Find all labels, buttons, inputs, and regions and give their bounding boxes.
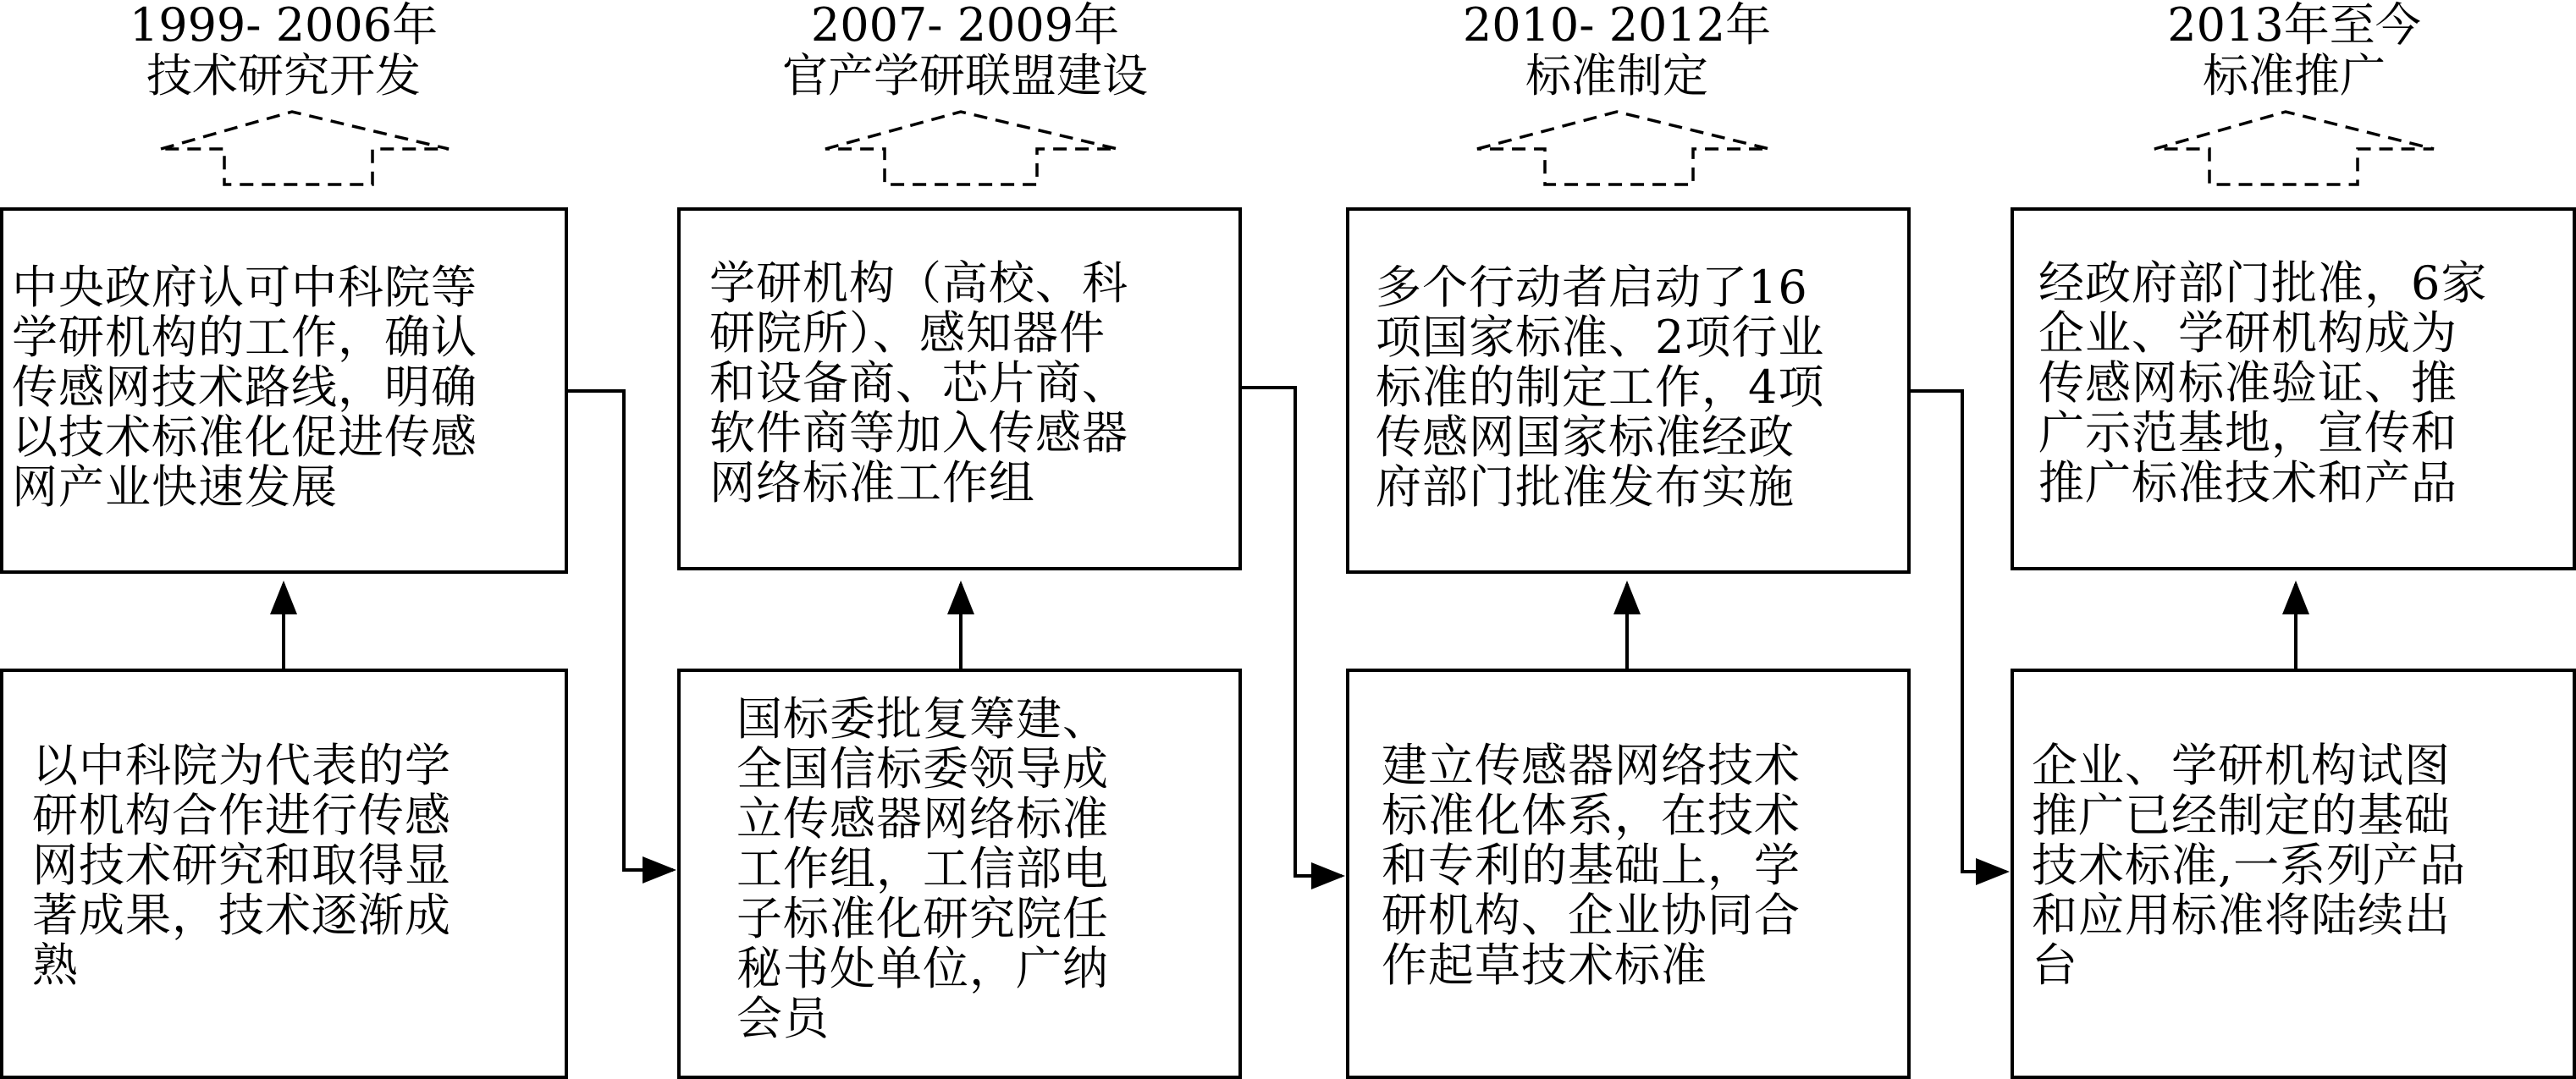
elbow-arrow [1242, 388, 1342, 876]
outcome-text: 多个行动者启动了16 项国家标准、2项行业 标准的制定工作，4项 传感网国家标准经政 府部门批准发布实施 [1376, 261, 1825, 514]
stage-title [745, 0, 1185, 102]
stage-phase: 标准推广 [2203, 49, 2386, 102]
action-text: 建立传感器网络技术 标准化体系，在技术 和专利的基础上，学 研机构、企业协同合 作起草技术标准 [1382, 739, 1801, 992]
dashed-up-arrow-icon [2154, 112, 2434, 184]
action-text: 以中科院为代表的学 研机构合作进行传感 网技术研究和取得显 著成果，技术逐渐成 熟 [32, 739, 451, 992]
stage-period: 2010- 2012年 [1462, 0, 1772, 52]
outcome-text: 学研机构（高校、科 研院所）、感知器件 和设备商、芯片商、 软件商等加入传感器 网络标准工作组 [709, 256, 1128, 509]
action-text: 企业、学研机构试图 推广已经制定的基础 技术标准,一系列产品 和应用标准将陆续出 台 [2032, 739, 2467, 992]
stage-title [63, 0, 504, 102]
outcome-text: 经政府部门批准，6家 企业、学研机构成为 传感网标准验证、推 广示范基地，宣传和 推广标准技术和产品 [2038, 256, 2488, 509]
dashed-up-arrow-icon [1477, 112, 1769, 184]
stage-title [2074, 0, 2514, 102]
elbow-arrow [1911, 391, 2006, 872]
stage-title [1397, 0, 1837, 102]
outcome-text: 中央政府认可中科院等 学研机构的工作，确认 传感网技术路线，明确 以技术标准化促进传感 网产业快速发展 [12, 261, 477, 514]
dashed-up-arrow-icon [825, 112, 1117, 184]
action-text: 国标委批复筹建、 全国信标委领导成 立传感器网络标准 工作组，工信部电 子标准化研究院任 秘书处单位，广纳 会员 [736, 692, 1109, 1045]
stage-period: 2007- 2009年 [810, 0, 1120, 52]
stage-phase: 标准制定 [1525, 49, 1708, 102]
stage-phase: 技术研究开发 [146, 49, 421, 102]
stage-period: 1999- 2006年 [129, 0, 439, 52]
stage-period: 2013年至今 [2167, 0, 2421, 52]
dashed-up-arrow-icon [161, 112, 449, 184]
elbow-arrow [568, 391, 673, 870]
stage-phase: 官产学研联盟建设 [782, 49, 1148, 102]
